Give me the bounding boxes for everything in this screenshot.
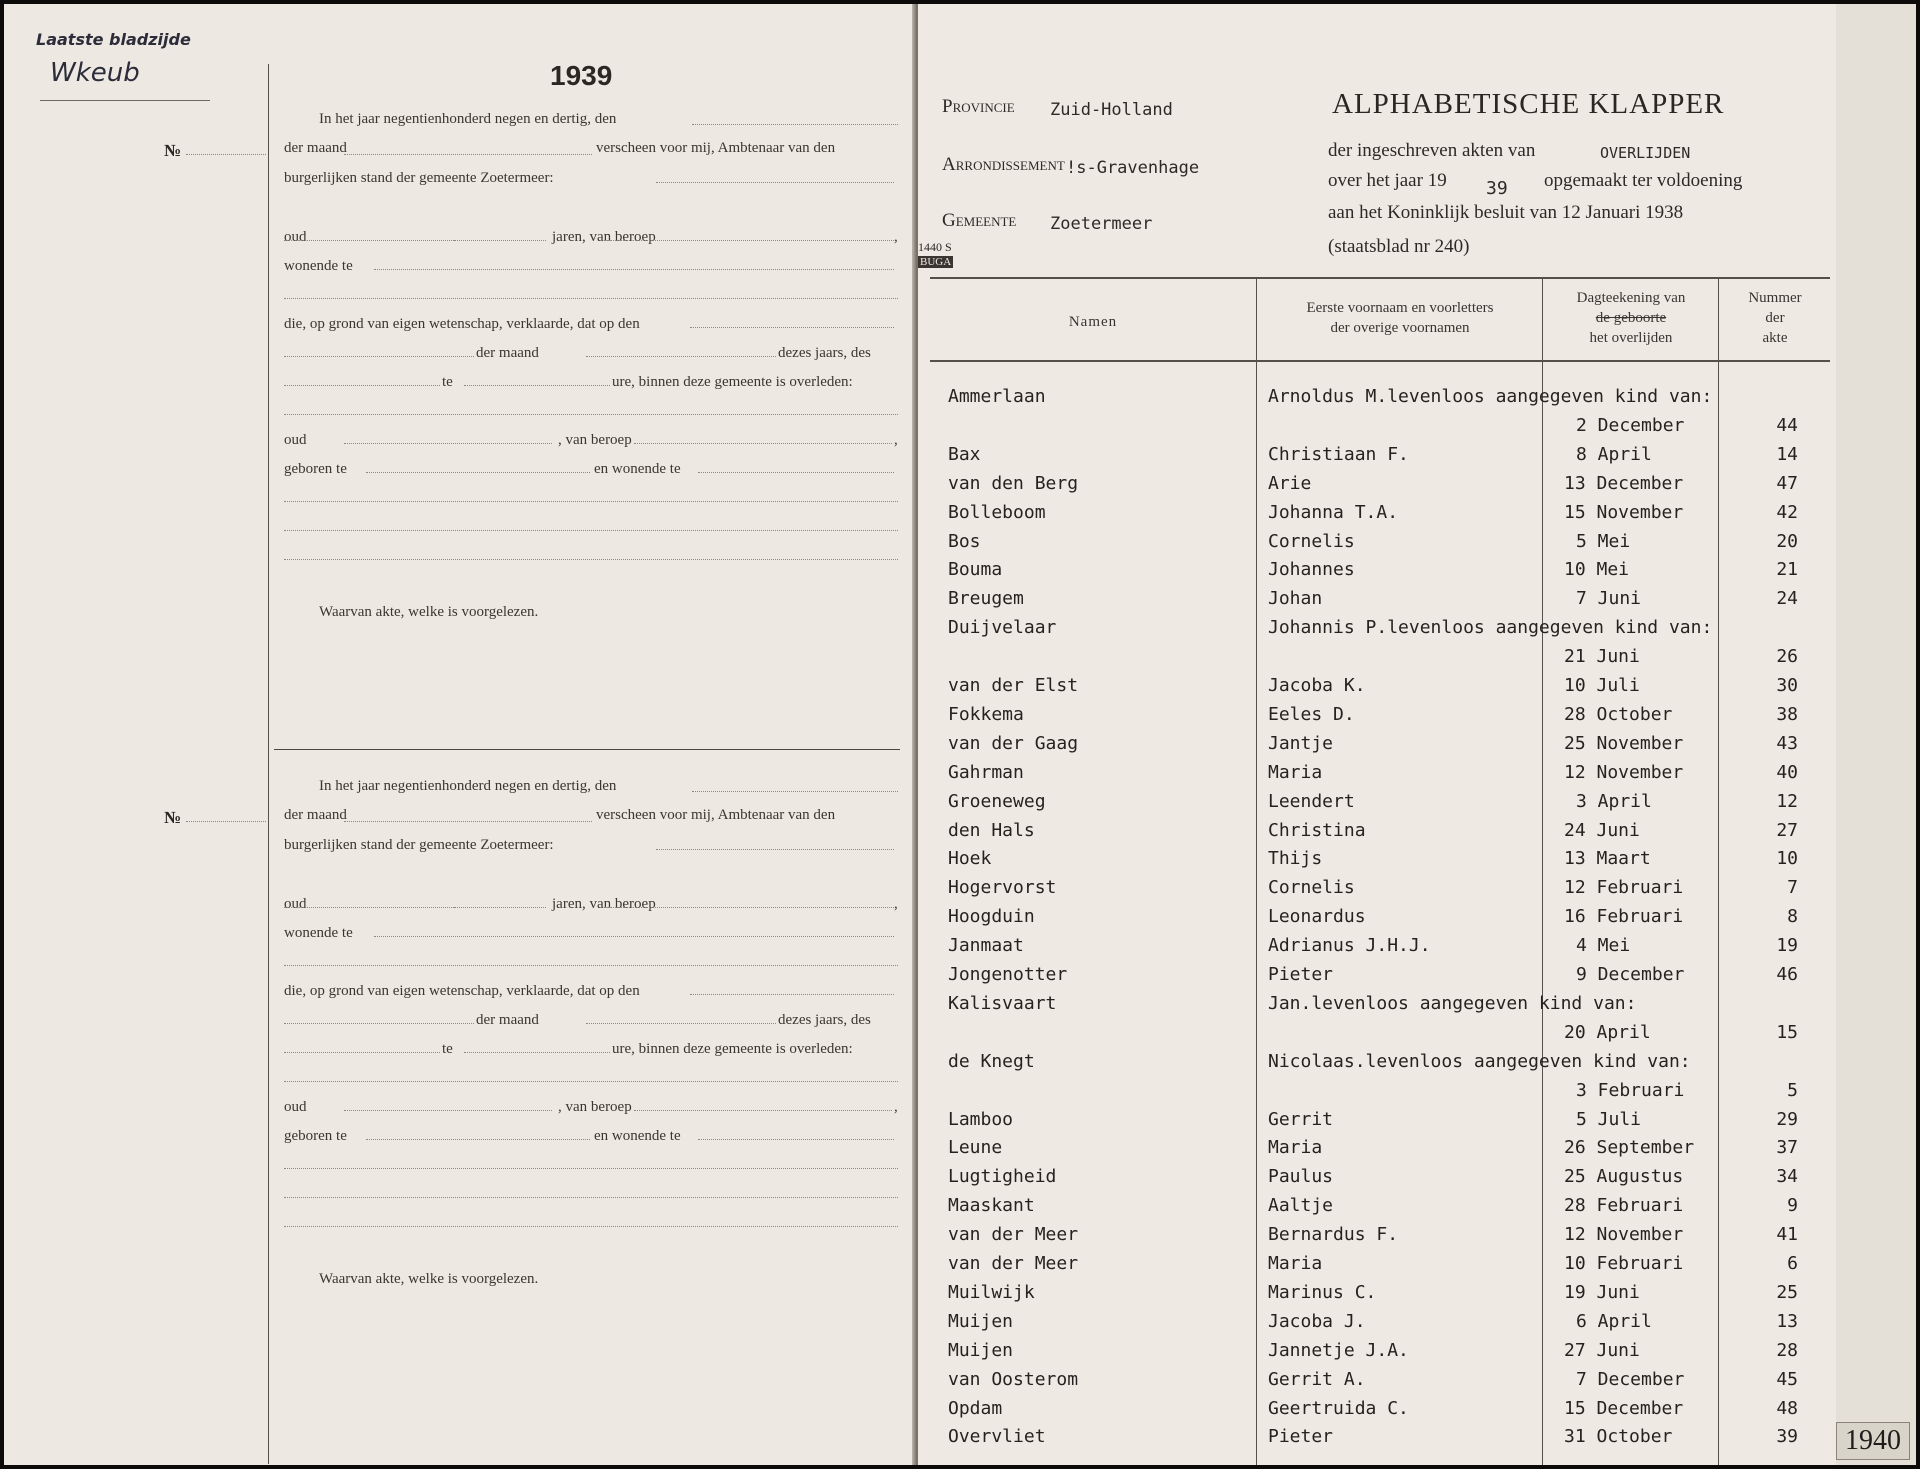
- form-text: te: [442, 1041, 453, 1057]
- entry-first-names: Jantje: [1268, 732, 1334, 754]
- form-text: jaren, van beroep: [552, 896, 656, 912]
- entry-date: 5 Mei: [1576, 530, 1631, 552]
- form-text: der maand: [284, 140, 347, 156]
- subtitle-typed-overlijden: OVERLIJDEN: [1600, 144, 1691, 162]
- table-header-rule: [930, 360, 1830, 362]
- entry-number: 20: [1776, 530, 1798, 552]
- entry-number: 15: [1776, 1021, 1798, 1043]
- table-top-rule: [930, 277, 1830, 279]
- entry-first-names: Johannis P.levenloos aangegeven kind van:: [1268, 617, 1713, 639]
- form-fill-line: [284, 965, 898, 966]
- entry-name: Muijen: [948, 1310, 1014, 1332]
- entry-date: 15 December: [1564, 1397, 1684, 1419]
- entry-date: 20 April: [1564, 1021, 1651, 1043]
- entry-number: 14: [1776, 443, 1798, 465]
- form-text: ,: [894, 229, 898, 245]
- entry-first-names: Pieter: [1268, 964, 1334, 985]
- form-fill-line: [284, 1168, 898, 1169]
- form-fill-line: [366, 1139, 590, 1140]
- form-text: die, op grond van eigen wetenschap, verklaarde, dat op den: [284, 983, 640, 999]
- form-text: burgerlijken stand der gemeente Zoetermeer:: [284, 170, 554, 186]
- entry-first-names: Paulus: [1268, 1166, 1334, 1188]
- entry-name: Maaskant: [948, 1195, 1035, 1217]
- form-fill-line: [454, 907, 546, 908]
- entry-date: 3 April: [1576, 790, 1652, 812]
- entry-number: 7: [1787, 877, 1798, 899]
- form-fill-line: [284, 559, 898, 560]
- entry-first-names: Arie: [1268, 472, 1312, 494]
- table-col-divider-2: [1542, 279, 1543, 1465]
- entry-first-names: Maria: [1268, 1253, 1323, 1274]
- entry-name: Breugem: [948, 588, 1024, 610]
- entry-date: 12 November: [1564, 1224, 1684, 1246]
- form-fill-line: [284, 1226, 898, 1227]
- corner-signature: Wkeub: [50, 58, 140, 88]
- entry-name: Hoek: [948, 848, 992, 870]
- form-fill-line: [344, 1110, 552, 1111]
- entry-name: van der Gaag: [948, 732, 1079, 754]
- form-margin-line: [268, 64, 269, 1464]
- form-text: geboren te: [284, 1128, 347, 1144]
- entry-number: 13: [1776, 1310, 1798, 1332]
- entry-number: 34: [1776, 1166, 1798, 1188]
- entry-number: 8: [1787, 906, 1798, 928]
- entry-name: van der Meer: [948, 1253, 1079, 1274]
- form-text: en wonende te: [594, 461, 681, 477]
- entry-date: 16 Februari: [1564, 906, 1684, 928]
- entry-date: 25 November: [1564, 732, 1684, 754]
- entry-number: 45: [1776, 1368, 1798, 1390]
- form-fill-line: [284, 530, 898, 531]
- entry-number: 12: [1776, 790, 1798, 812]
- entry-name: Muijen: [948, 1339, 1014, 1361]
- entry-first-names: Johanna T.A.: [1268, 501, 1399, 523]
- document-title: ALPHABETISCHE KLAPPER: [1332, 88, 1725, 120]
- entry-first-names: Christiaan F.: [1268, 443, 1409, 465]
- entry-first-names: Jannetje J.A.: [1268, 1339, 1409, 1361]
- entry-first-names: Gerrit: [1268, 1108, 1334, 1130]
- entry-first-names: Thijs: [1268, 848, 1323, 870]
- entry-date: 9 December: [1576, 964, 1685, 985]
- form-fill-line: [634, 443, 892, 444]
- form-fill-line: [692, 124, 898, 125]
- form-fill-line: [464, 1052, 610, 1053]
- form-fill-line: [698, 472, 894, 473]
- arrondissement-value: !s-Gravenhage: [1066, 158, 1200, 178]
- entry-name: Hogervorst: [948, 877, 1057, 899]
- form-fill-line: [374, 936, 894, 937]
- entry-first-names: Adrianus J.H.J.: [1268, 935, 1431, 957]
- entry-date: 28 Februari: [1564, 1195, 1684, 1217]
- provincie-value: Zuid-Holland: [1050, 100, 1173, 120]
- entry-name: Jongenotter: [948, 964, 1068, 985]
- form-fill-line: [604, 907, 894, 908]
- form-text: oud: [284, 432, 307, 448]
- entry-first-names: Arnoldus M.levenloos aangegeven kind van:: [1268, 386, 1713, 407]
- form-fill-line: [604, 240, 894, 241]
- entry-date: 10 Mei: [1564, 559, 1630, 581]
- form-text: ,: [894, 432, 898, 448]
- entry-name: van Oosterom: [948, 1368, 1079, 1390]
- form-text: der maand: [476, 345, 539, 361]
- form-text: wonende te: [284, 925, 353, 941]
- form-fill-line: [454, 240, 546, 241]
- number-field-dots: [186, 154, 266, 155]
- entry-date: 8 April: [1576, 443, 1652, 465]
- entry-number: 5: [1787, 1079, 1798, 1101]
- form-fill-line: [284, 501, 898, 502]
- entry-number: 37: [1776, 1137, 1798, 1159]
- entry-name: Bouma: [948, 559, 1003, 581]
- entry-first-names: Maria: [1268, 1137, 1323, 1159]
- entry-number: 6: [1787, 1253, 1798, 1274]
- entry-name: Lugtigheid: [948, 1166, 1057, 1188]
- entry-first-names: Marinus C.: [1268, 1281, 1377, 1303]
- entry-name: Muilwijk: [948, 1281, 1035, 1303]
- entry-first-names: Eeles D.: [1268, 703, 1355, 725]
- entry-number: 47: [1776, 472, 1798, 494]
- entry-date: 5 Juli: [1576, 1108, 1642, 1130]
- entry-first-names: Johan: [1268, 588, 1323, 610]
- entry-number: 28: [1776, 1339, 1798, 1361]
- form-fill-line: [284, 1052, 440, 1053]
- form-fill-line: [284, 298, 898, 299]
- form-text: dezes jaars, des: [778, 345, 871, 361]
- form-text: oud: [284, 896, 307, 912]
- form-text: te: [442, 374, 453, 390]
- provincie-label: Provincie: [942, 96, 1015, 117]
- form-text: , van beroep: [558, 1099, 632, 1115]
- entry-date: 26 September: [1564, 1137, 1695, 1159]
- form-text: der maand: [476, 1012, 539, 1028]
- number-sign: №: [164, 141, 182, 160]
- entry-name: Gahrman: [948, 761, 1024, 783]
- entry-first-names: Christina: [1268, 819, 1366, 841]
- entry-date: 28 October: [1564, 703, 1673, 725]
- number-sign: №: [164, 808, 182, 827]
- entry-name: Lamboo: [948, 1108, 1014, 1130]
- form-text: In het jaar negentienhonderd negen en dertig, den: [319, 111, 617, 127]
- entry-name: den Hals: [948, 819, 1035, 841]
- entry-date: 15 November: [1564, 501, 1684, 523]
- form-text: Waarvan akte, welke is voorgelezen.: [319, 1271, 539, 1287]
- form-text: ,: [894, 1099, 898, 1115]
- entry-date: 31 October: [1564, 1426, 1673, 1448]
- entry-first-names: Jacoba J.: [1268, 1310, 1366, 1332]
- entry-first-names: Cornelis: [1268, 877, 1355, 899]
- entry-number: 27: [1776, 819, 1798, 841]
- block-separator: [274, 749, 900, 750]
- entry-name: Groeneweg: [948, 790, 1046, 812]
- entry-date: 10 Februari: [1564, 1253, 1684, 1274]
- entry-name: Janmaat: [948, 935, 1024, 957]
- entry-number: 24: [1776, 588, 1798, 610]
- form-fill-line: [586, 1023, 776, 1024]
- form-text: ,: [894, 896, 898, 912]
- entry-number: 26: [1776, 646, 1798, 668]
- arrondissement-label: Arrondissement: [942, 154, 1065, 175]
- form-code-2: BUGA: [920, 256, 952, 268]
- form-fill-line: [634, 1110, 892, 1111]
- form-fill-line: [284, 414, 898, 415]
- entry-first-names: Geertruida C.: [1268, 1397, 1409, 1419]
- gemeente-label: Gemeente: [942, 210, 1017, 231]
- entry-date: 7 Juni: [1576, 588, 1642, 610]
- entry-name: Leune: [948, 1137, 1003, 1159]
- subtitle-line-2b: opgemaakt ter voldoening: [1544, 170, 1743, 191]
- entry-date: 12 Februari: [1564, 877, 1684, 899]
- entry-number: 25: [1776, 1281, 1798, 1303]
- form-fill-line: [344, 443, 552, 444]
- entry-name: Duijvelaar: [948, 617, 1057, 639]
- form-fill-line: [284, 356, 474, 357]
- number-field-dots: [186, 821, 266, 822]
- entry-first-names: Johannes: [1268, 559, 1355, 581]
- form-text: , van beroep: [558, 432, 632, 448]
- entry-name: van den Berg: [948, 472, 1079, 494]
- entry-number: 9: [1787, 1195, 1798, 1217]
- form-text: In het jaar negentienhonderd negen en dertig, den: [319, 778, 617, 794]
- table-col-divider-1: [1256, 279, 1257, 1465]
- entry-number: 41: [1776, 1224, 1798, 1246]
- entry-first-names: Bernardus F.: [1268, 1224, 1399, 1246]
- form-fill-line: [344, 821, 592, 822]
- form-fill-line: [692, 791, 898, 792]
- entry-number: 10: [1776, 848, 1798, 870]
- form-fill-line: [284, 1081, 898, 1082]
- gemeente-value: Zoetermeer: [1050, 214, 1153, 234]
- form-code: 1440 S: [918, 240, 952, 254]
- entry-date: 3 Februari: [1576, 1079, 1685, 1101]
- entry-name: Fokkema: [948, 703, 1024, 725]
- form-fill-line: [656, 849, 894, 850]
- entry-first-names: Nicolaas.levenloos aangegeven kind van:: [1268, 1050, 1691, 1072]
- form-fill-line: [344, 154, 592, 155]
- form-fill-line: [366, 472, 590, 473]
- entry-name: van der Meer: [948, 1224, 1079, 1246]
- entry-first-names: Maria: [1268, 761, 1323, 783]
- form-fill-line: [690, 994, 894, 995]
- entry-number: 38: [1776, 703, 1798, 725]
- col-header-voornaam: Eerste voornaam en voorletters der overige voornamen: [1306, 300, 1494, 336]
- entry-date: 12 November: [1564, 761, 1684, 783]
- entry-date: 19 Juni: [1564, 1281, 1640, 1303]
- entry-date: 4 Mei: [1576, 935, 1631, 957]
- entry-number: 43: [1776, 732, 1798, 754]
- form-fill-line: [464, 385, 610, 386]
- entry-name: de Knegt: [948, 1050, 1035, 1072]
- form-text: jaren, van beroep: [552, 229, 656, 245]
- entry-date: 24 Juni: [1564, 819, 1640, 841]
- form-text: oud: [284, 229, 307, 245]
- entry-number: 30: [1776, 675, 1798, 696]
- entry-first-names: Leendert: [1268, 790, 1355, 812]
- entry-name: Hoogduin: [948, 906, 1035, 928]
- entry-number: 19: [1776, 935, 1798, 957]
- entry-name: van der Elst: [948, 675, 1079, 696]
- entry-number: 48: [1776, 1397, 1798, 1419]
- form-fill-line: [374, 269, 894, 270]
- form-year: 1939: [550, 60, 613, 91]
- form-text: die, op grond van eigen wetenschap, verklaarde, dat op den: [284, 316, 640, 332]
- form-text: ure, binnen deze gemeente is overleden:: [612, 374, 853, 390]
- entry-date: 2 December: [1576, 414, 1685, 436]
- form-fill-line: [690, 327, 894, 328]
- edge-year-label: 1940: [1836, 1422, 1910, 1460]
- entry-first-names: Gerrit A.: [1268, 1368, 1366, 1390]
- entry-name: Kalisvaart: [948, 992, 1057, 1014]
- col-header-namen: Namen: [1068, 314, 1118, 330]
- entry-name: Bax: [948, 443, 981, 465]
- page-edge: [1836, 4, 1916, 1465]
- subtitle-line-1: der ingeschreven akten van: [1328, 140, 1536, 161]
- col-header-nummer: Nummer der akte: [1748, 290, 1802, 346]
- form-fill-line: [284, 385, 440, 386]
- entry-number: 44: [1776, 414, 1798, 436]
- entry-date: 25 Augustus: [1564, 1166, 1684, 1188]
- form-text: verscheen voor mij, Ambtenaar van den: [596, 140, 836, 156]
- entry-name: Opdam: [948, 1397, 1003, 1419]
- form-fill-line: [284, 1197, 898, 1198]
- form-text: wonende te: [284, 258, 353, 274]
- entry-first-names: Leonardus: [1268, 906, 1366, 928]
- form-text: dezes jaars, des: [778, 1012, 871, 1028]
- entry-first-names: Jacoba K.: [1268, 675, 1366, 696]
- form-text: geboren te: [284, 461, 347, 477]
- entry-first-names: Cornelis: [1268, 530, 1355, 552]
- subtitle-line-4: (staatsblad nr 240): [1328, 236, 1470, 257]
- entry-date: 7 December: [1576, 1368, 1685, 1390]
- entry-number: 29: [1776, 1108, 1798, 1130]
- form-fill-line: [656, 182, 894, 183]
- entry-first-names: Aaltje: [1268, 1195, 1334, 1217]
- form-text: verscheen voor mij, Ambtenaar van den: [596, 807, 836, 823]
- form-text: burgerlijken stand der gemeente Zoetermeer:: [284, 837, 554, 853]
- entry-number: 40: [1776, 761, 1798, 783]
- form-fill-line: [698, 1139, 894, 1140]
- entry-name: Bolleboom: [948, 501, 1046, 523]
- form-fill-line: [586, 356, 776, 357]
- entry-number: 46: [1776, 964, 1798, 985]
- entry-date: 13 December: [1564, 472, 1684, 494]
- subtitle-line-2a: over het jaar 19: [1328, 170, 1447, 191]
- table-col-divider-3: [1718, 279, 1719, 1465]
- entry-name: Ammerlaan: [948, 386, 1046, 407]
- form-text: oud: [284, 1099, 307, 1115]
- subtitle-typed-year: 39: [1486, 178, 1508, 199]
- entry-name: Overvliet: [948, 1426, 1046, 1448]
- entry-number: 21: [1776, 559, 1798, 581]
- form-text: ure, binnen deze gemeente is overleden:: [612, 1041, 853, 1057]
- form-text: en wonende te: [594, 1128, 681, 1144]
- entry-date: 6 April: [1576, 1310, 1652, 1332]
- signature-underline: [40, 100, 210, 101]
- subtitle-line-3: aan het Koninklijk besluit van 12 Januari 1938: [1328, 202, 1684, 223]
- entry-date: 10 Juli: [1564, 675, 1640, 696]
- left-page: [4, 4, 916, 1465]
- entry-date: 13 Maart: [1564, 848, 1651, 870]
- corner-note: Laatste bladzijde: [36, 30, 191, 49]
- entry-number: 39: [1776, 1426, 1798, 1448]
- entry-number: 42: [1776, 501, 1798, 523]
- entry-date: 27 Juni: [1564, 1339, 1640, 1361]
- entry-first-names: Pieter: [1268, 1426, 1334, 1448]
- form-text: Waarvan akte, welke is voorgelezen.: [319, 604, 539, 620]
- form-fill-line: [284, 1023, 474, 1024]
- col-header-dagteekening: Dagteekening van de geboorte het overlijden: [1576, 290, 1686, 346]
- entry-first-names: Jan.levenloos aangegeven kind van:: [1268, 992, 1637, 1014]
- right-page: [918, 4, 1836, 1465]
- entry-name: Bos: [948, 530, 981, 552]
- entry-date: 21 Juni: [1564, 646, 1640, 668]
- form-text: der maand: [284, 807, 347, 823]
